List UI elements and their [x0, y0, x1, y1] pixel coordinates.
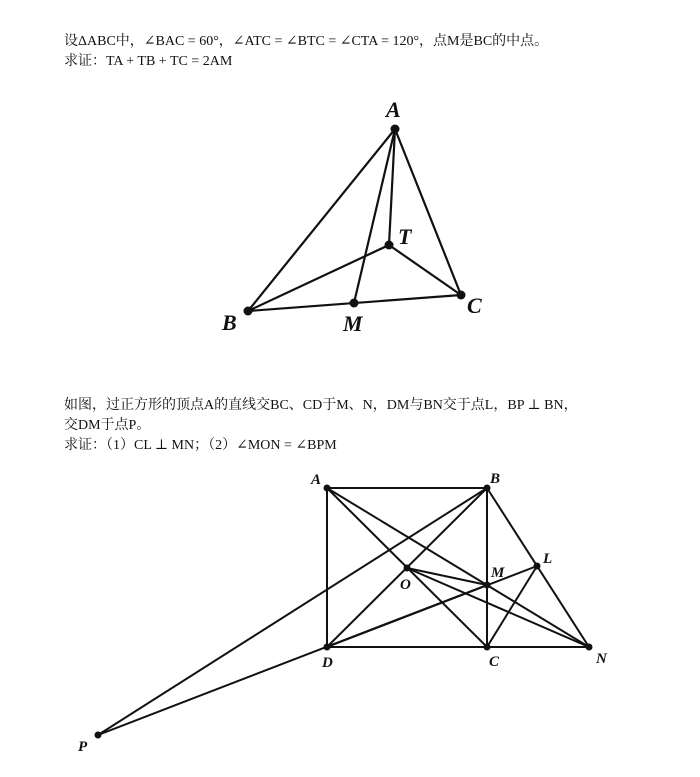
point-o2: [404, 565, 411, 572]
point-n2: [586, 644, 593, 651]
problem-2-statement-line-2: 交DM于点P。: [64, 418, 151, 433]
point-a: [391, 125, 400, 134]
label-d2: D: [322, 655, 333, 671]
point-c2: [484, 644, 491, 651]
label-l2: L: [543, 551, 553, 567]
label-m2: M: [491, 565, 505, 581]
label-b2: B: [490, 471, 501, 487]
diagonal-bd: [327, 488, 487, 647]
line-on: [407, 568, 589, 647]
diagonal-ac: [327, 488, 487, 647]
line-bn: [487, 488, 589, 647]
label-b: B: [222, 310, 237, 335]
problem-2-text: [64, 396, 578, 456]
segment-am: [354, 129, 395, 303]
line-cl: [487, 566, 537, 647]
point-p2: [95, 732, 102, 739]
line-dl: [327, 566, 537, 647]
label-c2: C: [489, 654, 500, 670]
segment-bt: [248, 245, 389, 311]
line-amn: [327, 488, 589, 647]
label-m: M: [343, 311, 363, 336]
label-t: T: [398, 224, 412, 249]
point-m: [350, 299, 359, 308]
segment-ac: [395, 129, 461, 295]
label-o2: O: [400, 577, 411, 593]
line-pm: [98, 585, 487, 735]
point-d2: [324, 644, 331, 651]
point-c: [457, 291, 466, 300]
label-a2: A: [311, 472, 322, 488]
label-a: A: [386, 97, 401, 122]
point-l2: [534, 563, 541, 570]
line-om: [407, 568, 487, 585]
problem-1-text: [64, 32, 548, 72]
problem-1-goal: 求证：TA + TB + TC = 2AM: [64, 54, 233, 69]
segment-ct: [389, 245, 461, 295]
point-b2: [484, 485, 491, 492]
label-c: C: [467, 293, 482, 318]
label-n2: N: [596, 651, 607, 667]
point-m2: [484, 582, 491, 589]
segment-ab: [248, 129, 395, 311]
segment-bc: [248, 295, 461, 311]
problem-1-statement: 设ΔABC中，∠BAC = 60°，∠ATC = ∠BTC = ∠CTA = 120°，点M是BC的中点。: [64, 34, 549, 49]
point-a2: [324, 485, 331, 492]
problem-2-statement-line-1: 如图，过正方形的顶点A的直线交BC、CD于M、N，DM与BN交于点L，BP ⊥ BN，: [64, 398, 578, 413]
point-b: [244, 307, 253, 316]
line-bp: [98, 488, 487, 735]
point-t: [385, 241, 394, 250]
segment-at: [389, 129, 395, 245]
label-p2: P: [78, 739, 88, 755]
problem-2-goal: 求证：（1）CL ⊥ MN；（2）∠MON = ∠BPM: [64, 438, 337, 453]
